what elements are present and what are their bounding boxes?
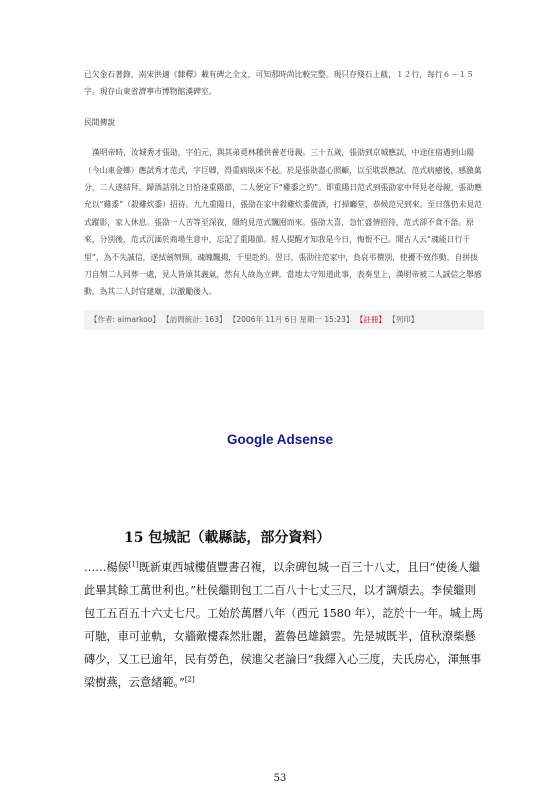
body-rest: 既新東西城樓值豐書召複，以余碑包城一百三十八丈，且曰“使後人繼此畢其餘工萬世利也。”杜侯繼則包工二百八十七丈三尺，以才調煩去。李侯繼則包工五百五十六丈七尺。工始於萬曆八年（西元 1580 年），訖於十一年。城上馬可馳，車可並軌，女牆敵樓森然壯麗，蓋魯邑雄鎮雲。先是城既半，值秋潦柴懸磚少，又工已逾年，民有勞色，侯進父老論曰“我繹入心三度，夫氏房心，渾無事梁樹燕，云意緒範。” [84, 561, 484, 689]
author-label[interactable]: 【作者: aimarkoo】 [90, 314, 160, 324]
intro-paragraph: 已欠金石著錄，南宋洪適《隸釋》載有碑之全文，可知那時尚比較完整。現只存殘石上截，１２行，每行６－１５字。現存山東省濟寧市博物館漢碑室。 [84, 70, 474, 97]
post-date: 【2006年 11月 6日 星期一 15:23】 [228, 314, 354, 324]
blog-excerpt [84, 66, 484, 330]
footnote-ref-2[interactable]: [2] [184, 675, 195, 684]
page-number: 53 [273, 773, 287, 784]
comment-link[interactable]: 【註冊】 [355, 314, 386, 324]
chapter-section [84, 528, 484, 694]
section-heading: 民間傳說 [84, 117, 116, 127]
story-paragraph: 漢明帝時，汝城秀才張劭，字伯元，與其弟覓林種供養老母親。三十五歲，張劭到京城應試，中途住宿遇到山陽（今山東金鄉）應試秀才范式，字巨卿，得重病臥床不起。於是張劭盡心照顧，以至耽誤應試。范式病癒後，感激萬分，二人遂結拜。歸酒話別之日恰逢重陽節，二人便定下“雞黍之約”。即重陽日范式到張劭家中拜見老母親，張劭應允以“雞黍”（殺雞炊黍）招待。九九重陽日，張劭在家中殺雞炊黍備酒，打掃廳堂，恭候范兄到來。至日落仍未見范式蹤影，家人休息。張劭一人苦等至深夜，隱約見范式飄囤而來。張劭大喜，急忙盛情招待，范式卻不食不語。原來，分別後，范式沉湎於商場生意中，忘記了重陽節。經人提醒才知我是今日，悔恨不已。聞古人云“魂能日行千里”，為不失誠信，遂拭劍刎頸。魂魄飄揚，千里赴約。翌日，張劭往范家中，負哀弔禮別，使擾不致作動，自拼拔刀自刎二人同葬一處，見人皆頌其義氣，然有人故為立碑。當地太守知道此事，表奏皇上，漢明帝被二人誠信之舉感動，為其二人封官建廟，以激勵後人。 [84, 148, 482, 297]
print-link[interactable]: 【列印】 [388, 314, 419, 324]
visits-value: 163】 [204, 314, 227, 324]
post-meta-bar [84, 310, 484, 330]
footnote-ref-1[interactable]: [1] [128, 560, 139, 569]
google-adsense-label[interactable]: Google Adsense [226, 432, 334, 447]
chapter-title: 15 包城記（載縣誌，部分資料） [124, 530, 331, 546]
chapter-body [84, 556, 484, 694]
visits-label: 【訪問統計: [162, 314, 203, 324]
body-start: ……楊侯 [84, 561, 129, 574]
